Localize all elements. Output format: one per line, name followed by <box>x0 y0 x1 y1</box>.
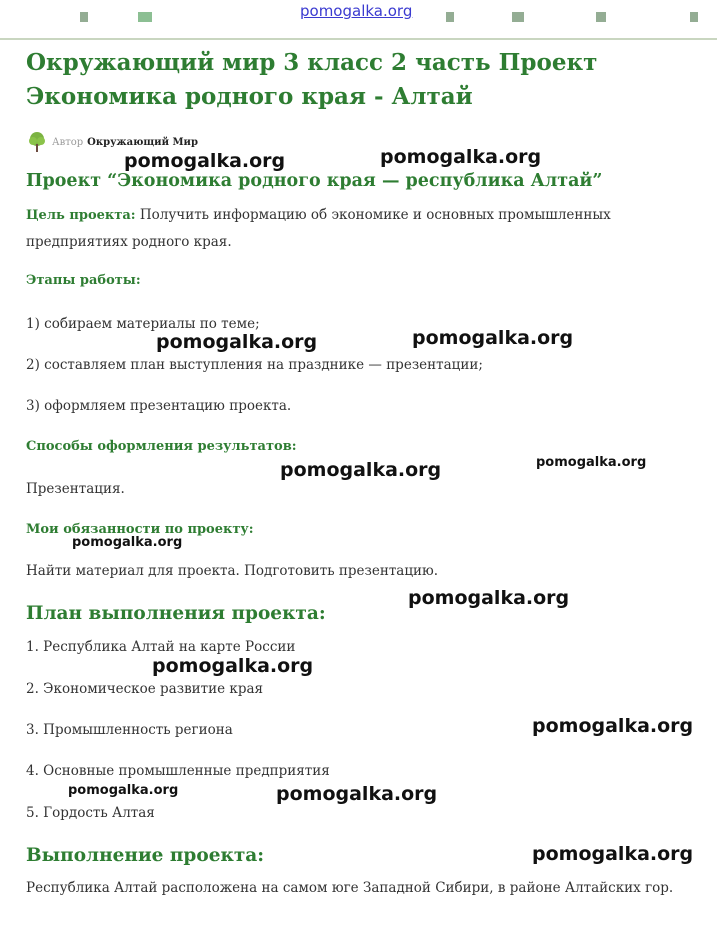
duties-label: Мои обязанности по проекту: <box>26 522 254 537</box>
page-title: Окружающий мир 3 класс 2 часть Проект Экономика родного края - Алтай <box>26 49 598 110</box>
stage-item: 2) составляем план выступления на празднике — презентации; <box>26 357 483 373</box>
stage-item: 3) оформляем презентацию проекта. <box>26 398 292 414</box>
stage-item: 1) собираем материалы по теме; <box>26 316 260 332</box>
watermark: pomogalka.org <box>532 715 694 737</box>
project-heading: Проект “Экономика родного края — республика Алтай” <box>26 171 603 191</box>
watermark: pomogalka.org <box>380 146 542 168</box>
cropped-fragment <box>138 12 152 22</box>
plan-heading: План выполнения проекта: <box>26 603 326 624</box>
watermark: pomogalka.org <box>412 327 574 349</box>
watermark-link[interactable]: pomogalka.org <box>300 2 413 20</box>
watermark: pomogalka.org <box>156 331 318 353</box>
tree-icon <box>26 131 48 153</box>
divider <box>0 38 717 40</box>
watermark: pomogalka.org <box>408 587 570 609</box>
plan-item: 5. Гордость Алтая <box>26 805 155 821</box>
cropped-fragment <box>690 12 698 22</box>
watermark: pomogalka.org <box>532 843 694 865</box>
stages-label: Этапы работы: <box>26 273 141 288</box>
watermark: pomogalka.org <box>124 150 286 172</box>
duties-text: Найти материал для проекта. Подготовить презентацию. <box>26 563 439 579</box>
cropped-fragment <box>446 12 454 22</box>
goal-paragraph <box>26 202 646 255</box>
watermark: pomogalka.org <box>152 655 314 677</box>
watermark: pomogalka.org <box>276 783 438 805</box>
watermark: pomogalka.org <box>68 783 179 798</box>
plan-item: 1. Республика Алтай на карте России <box>26 639 296 655</box>
execution-heading: Выполнение проекта: <box>26 845 265 866</box>
methods-label: Способы оформления результатов: <box>26 439 297 454</box>
watermark: pomogalka.org <box>536 455 647 470</box>
top-bar <box>0 0 717 40</box>
watermark: pomogalka.org <box>72 535 183 550</box>
author-name[interactable]: Окружающий Мир <box>87 136 198 148</box>
goal-label: Цель проекта: <box>26 208 136 223</box>
cropped-next-line <box>26 912 446 926</box>
methods-text: Презентация. <box>26 481 125 497</box>
plan-item: 3. Промышленность региона <box>26 722 233 738</box>
plan-item: 2. Экономическое развитие края <box>26 681 264 697</box>
author-label: Автор <box>52 136 84 148</box>
execution-text: Республика Алтай расположена на самом юге Западной Сибири, в районе Алтайских гор. <box>26 880 674 896</box>
plan-item: 4. Основные промышленные предприятия <box>26 763 330 779</box>
goal-text: Получить информацию об экономике и основных промышленных предприятиях родного края. <box>26 207 611 250</box>
watermark: pomogalka.org <box>280 459 442 481</box>
cropped-fragment <box>80 12 88 22</box>
cropped-fragment <box>596 12 606 22</box>
cropped-fragment <box>512 12 524 22</box>
